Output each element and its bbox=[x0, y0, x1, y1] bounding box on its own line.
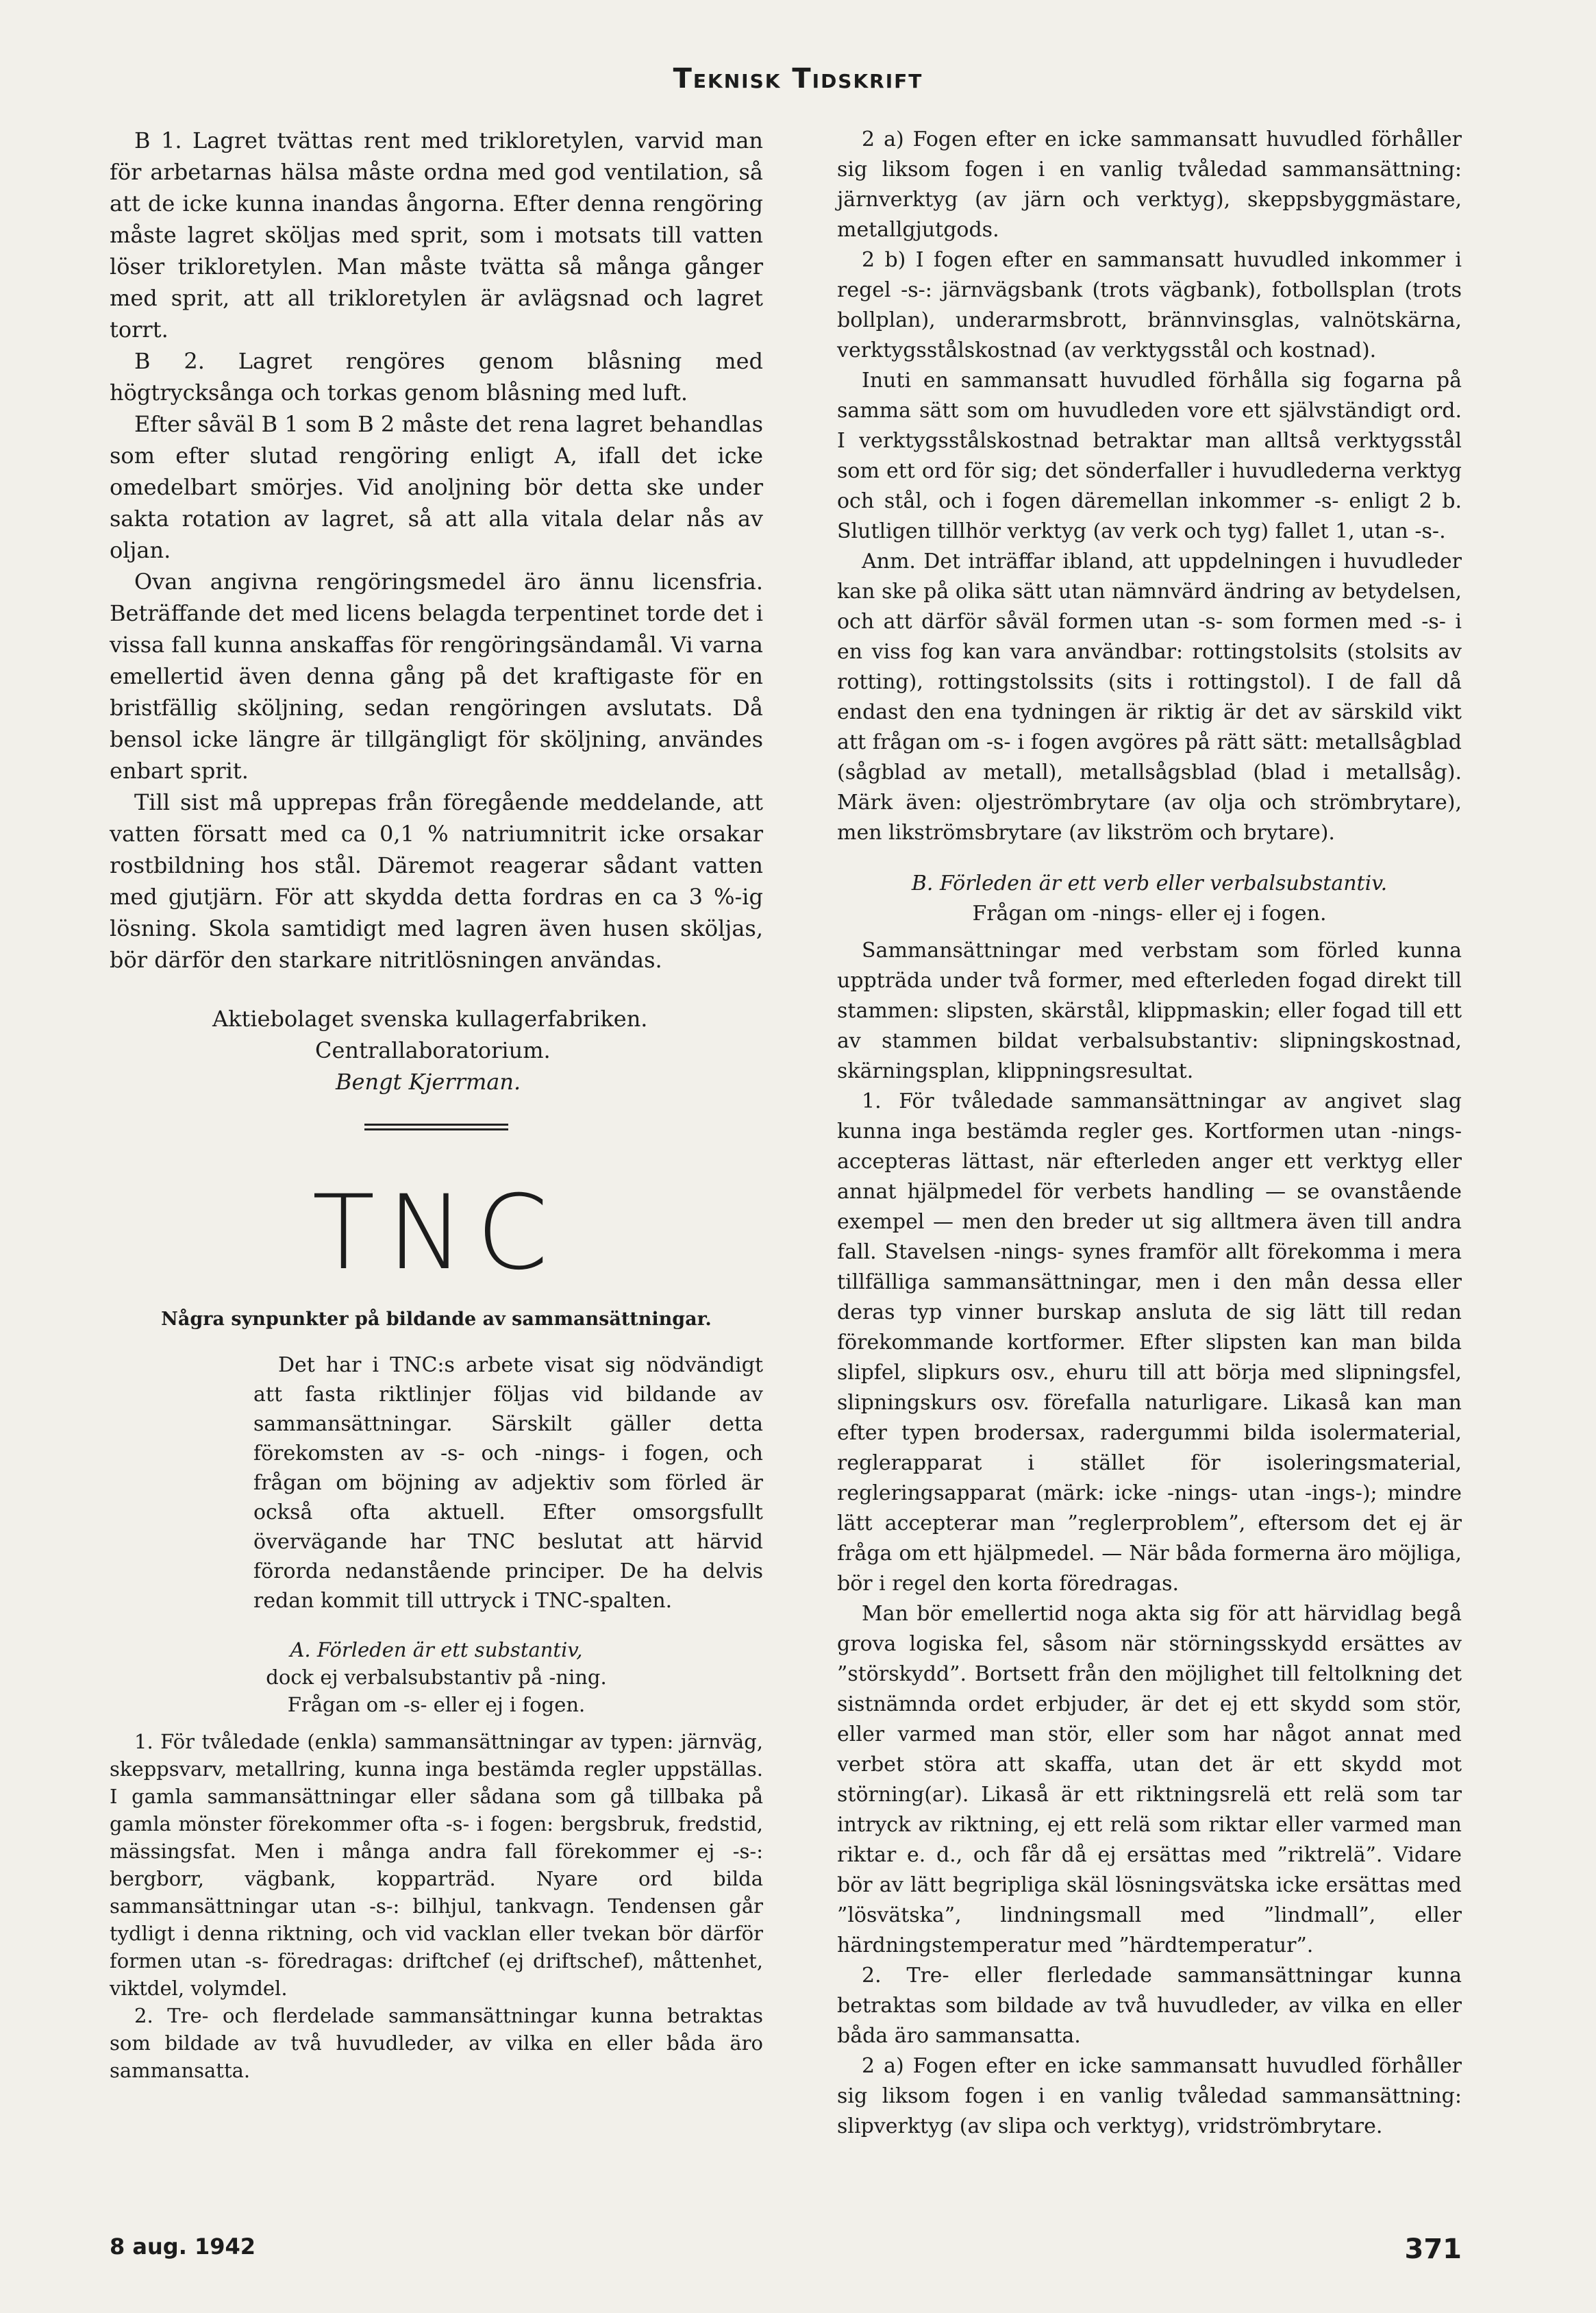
section-a bbox=[110, 1636, 763, 2084]
paragraph-2b: 2 b) I fogen efter en sammansatt huvudled inkommer i regel -s-: järnvägsbank (trots vägbank), fotbollsplan (trots bollplan), underarmsbrott, brännvinsglas, valnötskärna, verktygsstålskostnad (av verktygsstål och kostnad). bbox=[837, 248, 1462, 362]
section-a-paragraph-2: 2. Tre- och flerdelade sammansättningar kunna betraktas som bildade av två huvudleder, av vilka en eller båda äro sammansatta. bbox=[110, 2004, 763, 2082]
signature-company: Aktiebolaget svenska kullagerfabriken. bbox=[212, 1006, 648, 1032]
paragraph-natriumnitrit: Till sist må upprepas från föregående meddelande, att vatten försatt med ca 0,1 % natriumnitrit icke orsakar rostbildning hos stål. Däremot reagerar sådant vatten med gjutjärn. För att skydda detta fordras en ca 3 %-ig lösning. Skola samtidigt med lagren även husen sköljas, bör därför den starkare nitritlösningen användas. bbox=[110, 789, 763, 973]
paragraph-b2: B 2. Lagret rengöres genom blåsning med högtrycksånga och torkas genom blåsning med luft. bbox=[110, 348, 763, 406]
paragraph-2a-slipverktyg: 2 a) Fogen efter en icke sammansatt huvudled förhåller sig liksom fogen i en vanlig tvåledad sammansättning: slipverktyg (av slipa och verktyg), vridströmbrytare. bbox=[837, 2054, 1462, 2138]
section-b-question: Frågan om -nings- eller ej i fogen. bbox=[972, 902, 1327, 926]
tnc-title: TNC bbox=[312, 1174, 561, 1293]
tnc-intro-block bbox=[253, 1350, 763, 1616]
double-rule-divider bbox=[364, 1124, 508, 1130]
section-a-paragraph-1: 1. För tvåledade (enkla) sammansättningar av typen: järnväg, skeppsvarv, metallring, kunna inga bestämda regler uppställas. I gamla sammansättningar eller sådana som gå tillbaka på gamla mönster förekommer ofta -s- i fogen: bergsbruk, fredstid, mässingsfat. Men i många andra fall förekommer ej -s-: bergborr, vägbank, kopparträd. Nyare ord bilda sammansättningar utan -s-: bilhjul, tankvagn. Tendensen går tydligt i denna riktning, och vid vacklan eller tvekan bör därför formen utan -s- föredragas: driftchef (ej driftschef), måttenhet, viktdel, volymdel. bbox=[110, 1730, 763, 2000]
tnc-subtitle: Några synpunkter på bildande av sammansättningar. bbox=[161, 1309, 712, 1330]
tnc-intro: Det har i TNC:s arbete visat sig nödvändigt att fasta riktlinjer följas vid bildande av sammansättningar. Särskilt gäller detta förekomsten av -s- och -nings- i fogen, och frågan om böjning av adjektiv som förled är också ofta aktuell. Efter omsorgsfullt övervägande har TNC beslutat att härvid förorda nedanstående principer. De ha delvis redan kommit till uttryck i TNC-spalten. bbox=[253, 1353, 763, 1613]
paragraph-2a: 2 a) Fogen efter en icke sammansatt huvudled förhåller sig liksom fogen i en vanlig tvåledad sammansättning: järnverktyg (av järn och verktyg), skeppsbyggmästare, metallgjutgods. bbox=[837, 127, 1462, 242]
paragraph-verbstam: Sammansättningar med verbstam som förled kunna uppträda under två former, med efterleden fogad direkt till stammen: slipsten, skärstål, klippmaskin; eller fogad till ett av stammen bildat verbalsubstantiv: slipningskostnad, skärningsplan, klippningsresultat. bbox=[837, 939, 1462, 1083]
signature-dept: Centrallaboratorium. bbox=[315, 1037, 551, 1063]
signature-block bbox=[110, 1003, 763, 1098]
paragraph-anm: Anm. Det inträffar ibland, att uppdelningen i huvudleder kan ske på olika sätt utan nämnvärd ändring av betydelsen, och att därför såväl formen utan -s- som formen med -s- i en viss fog kan vara användbar: rottingstolsits (stolsits av rotting), rottingstolssits (sits i rottingstol). I de fall då endast den ena tydningen är riktig är det av särskild vikt att frågan om -s- i fogen avgöres på rätt sätt: metallsågblad (sågblad av metall), metallsågsblad (blad i metallsåg). Märk även: oljeströmbrytare (av olja och strömbrytare), men likströmsbrytare (av likström och brytare). bbox=[837, 549, 1462, 845]
paragraph-inuti: Inuti en sammansatt huvudled förhålla sig fogarna på samma sätt som om huvudleden vore ett självständigt ord. I verktygsstålskostnad betraktar man alltså verktygsstål som ett ord för sig; det sönderfaller i huvudlederna verktyg och stål, och i fogen däremellan inkommer -s- enligt 2 b. Slutligen tillhör verktyg (av verk och tyg) fallet 1, utan -s-. bbox=[837, 369, 1462, 543]
paragraph-licensfria: Ovan angivna rengöringsmedel äro ännu licensfria. Beträffande det med licens belagda terpentinet torde det i vissa fall kunna anskaffas för rengöringsändamål. Vi varna emellertid även denna gång på det kraftigaste för en bristfällig sköljning, sedan rengöringen avslutats. Då bensol icke längre är tillgängligt för sköljning, användes enbart sprit. bbox=[110, 569, 763, 784]
issue-date: 8 aug. 1942 bbox=[110, 2234, 256, 2260]
section-b-heading: B. Förleden är ett verb eller verbalsubstantiv. bbox=[911, 871, 1388, 895]
section-a-question: Frågan om -s- eller ej i fogen. bbox=[287, 1693, 586, 1716]
page-number: 371 bbox=[1404, 2234, 1462, 2265]
paragraph-logiska-fel: Man bör emellertid noga akta sig för att härvidlag begå grova logiska fel, såsom när störningsskydd ersättes av ”störskydd”. Bortsett från den möjlighet till feltolkning det sistnämnda ordet erbjuder, är det ej ett skydd som stör, eller varmed man stör, eller som har något annat med verbet störa att skaffa, utan det är ett skydd mot störning(ar). Likaså är ett riktningsrelä ett relä som tar intryck av riktning, ej ett relä som riktar eller varmed man riktar e. d., och får då ej ersättas med ”riktrelä”. Vidare bör av lätt begripliga skäl lösningsvätska icke ersättas med ”lösvätska”, lindningsmall med ”lindmall”, eller härdningstemperatur med ”härdtemperatur”. bbox=[837, 1602, 1462, 1957]
section-a-heading: A. Förleden är ett substantiv, bbox=[290, 1638, 583, 1661]
left-column bbox=[110, 125, 763, 2084]
paragraph-b1-tvaledade: 1. För tvåledade sammansättningar av angivet slag kunna inga bestämda regler ges. Kortformen utan -nings- accepteras lättast, när efterleden anger ett verktyg eller annat hjälpmedel för verbets handling — se ovanstående exempel — men den breder ut sig alltmera även till andra fall. Stavelsen -nings- synes framför allt förekomma i mera tillfälliga sammansättningar, men i den mån dessa eller deras typ vinner burskap ansluta de sig lätt till redan förekommande kortformer. Efter slipsten kan man bilda slipfel, slipkurs osv., ehuru till att börja med slipningsfel, slipningskurs osv. förefalla naturligare. Likaså kan man efter typen brodersax, radergummi bilda isolermaterial, reglerapparat i stället för isoleringsmaterial, regleringsapparat (märk: icke -nings- utan -ings-); mindre lätt accepterar man ”reglerproblem”, eftersom det ej är fråga om ett hjälpmedel. — När båda formerna äro möjliga, bör i regel den korta föredragas. bbox=[837, 1089, 1462, 1596]
paragraph-flerledade: 2. Tre- eller flerledade sammansättningar kunna betraktas som bildade av två huvudleder, av vilka en eller båda äro sammansatta. bbox=[837, 1964, 1462, 2048]
paragraph-anoljning: Efter såväl B 1 som B 2 måste det rena lagret behandlas som efter slutad rengöring enligt A, ifall det icke omedelbart smörjes. Vid anoljning bör detta ske under sakta rotation av lagret, så att alla vitala delar nås av oljan. bbox=[110, 411, 763, 563]
right-column bbox=[837, 125, 1462, 2142]
journal-header: Teknisk Tidskrift bbox=[673, 63, 923, 95]
paragraph-b1: B 1. Lagret tvättas rent med trikloretylen, varvid man för arbetarnas hälsa måste ordna med god ventilation, så att de icke kunna inandas ångorna. Efter denna rengöring måste lagret sköljas med sprit, som i motsats till vatten löser trikloretylen. Man måste tvätta så många gånger med sprit, att all trikloretylen är avlägsnad och lagret torrt. bbox=[110, 127, 763, 343]
section-a-subheading: dock ej verbalsubstantiv på -ning. bbox=[266, 1666, 607, 1689]
signature-name: Bengt Kjerrman. bbox=[336, 1069, 521, 1095]
